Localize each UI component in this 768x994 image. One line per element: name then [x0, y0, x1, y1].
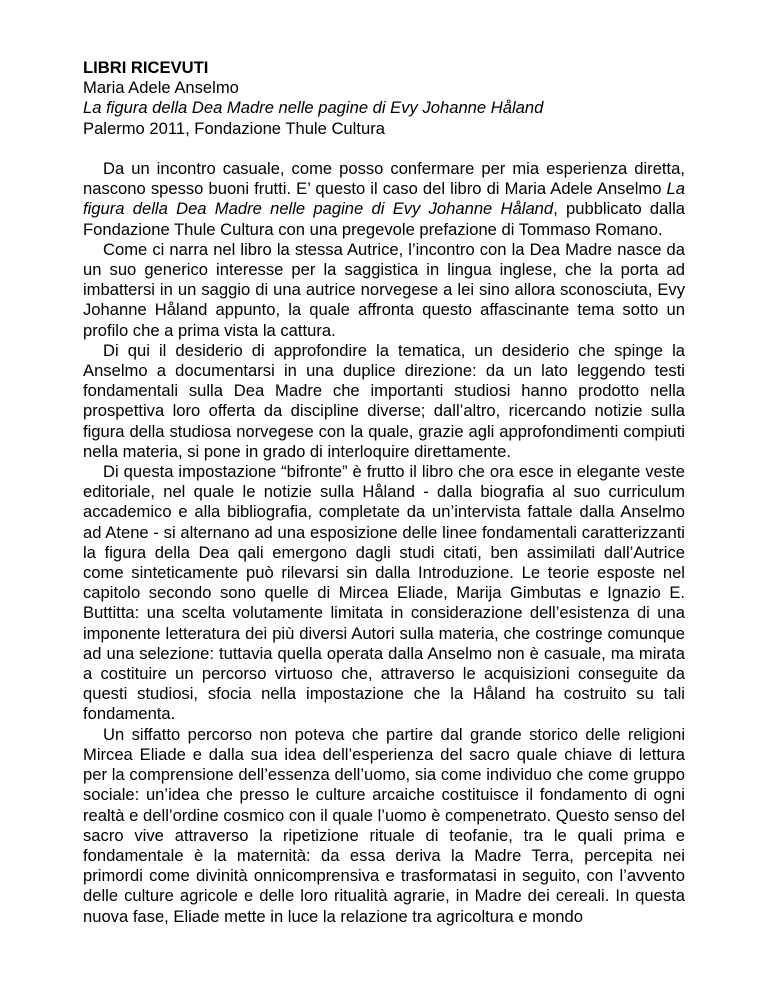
section-label: LIBRI RICEVUTI — [83, 58, 209, 77]
paragraph-2: Come ci narra nel libro la stessa Autrice, l’incontro con la Dea Madre nasce da un suo generico interesse per la saggistica in lingua inglese, che la porta ad imbattersi in un saggio di una autrice norvegese a lei sino allora sconosciuta, Evy Johanne Håland appunto, la quale affronta questo affascinante tema sotto un profilo che a prima vista la cattura. — [83, 239, 685, 340]
paragraph-4: Di questa impostazione “bifronte” è frutto il libro che ora esce in elegante veste editoriale, nel quale le notizie sulla Håland - dalla biografia al suo curriculum accademico e alla bibliografia, completate da un’intervista fattale dalla Anselmo ad Atene - si alternano ad una esposizione delle linee fondamentali caratterizzanti la figura della Dea qali emergono dagli studi citati, ben assimilati dall’Autrice come sinteticamente può rilevarsi sin dalla Introduzione. Le teorie esposte nel capitolo secondo sono quelle di Mircea Eliade, Marija Gimbutas e Ignazio E. Buttitta: una scelta volutamente limitata in considerazione dell’esistenza di una imponente letteratura dei più diversi Autori sulla materia, che costringe comunque ad una selezione: tuttavia quella operata dalla Anselmo non è casuale, ma mirata a costituire un percorso virtuoso che, attraverso le acquisizioni conseguite da questi studiosi, sfocia nella impostazione che la Håland ha costruito su tali fondamenta. — [83, 462, 685, 724]
book-title: La figura della Dea Madre nelle pagine di Evy Johanne Håland — [83, 98, 544, 118]
publication-info: Palermo 2011, Fondazione Thule Cultura — [83, 118, 385, 138]
header-spacer — [83, 139, 685, 159]
paragraph-1-text-b: , pubblicato dalla Fondazione Thule Cultura con una pregevole prefazione di Tommaso Romano. — [83, 199, 685, 239]
document-page — [83, 58, 685, 927]
book-author: Maria Adele Anselmo — [83, 78, 239, 98]
paragraph-1-text-a: Da un incontro casuale, come posso confermare per mia esperienza diretta, nascono spesso buoni frutti. E’ questo il caso del libro di Maria Adele Anselmo — [83, 159, 685, 199]
paragraph-3: Di qui il desiderio di approfondire la tematica, un desiderio che spinge la Anselmo a documentarsi in una duplice direzione: da un lato leggendo testi fondamentali sulla Dea Madre che importanti studiosi hanno prodotto nella prospettiva loro offerta da discipline diverse; dall’altro, ricercando notizie sulla figura della studiosa norvegese con la quale, grazie agli approfondimenti compiuti nella materia, si pone in grado di interloquire direttamente. — [83, 340, 685, 461]
paragraph-1-book-title: La figura della Dea Madre nelle pagine di Evy Johanne Håland — [83, 179, 685, 219]
paragraph-1 — [83, 159, 685, 240]
paragraph-5: Un siffatto percorso non poteva che partire dal grande storico delle religioni Mircea Eliade e dalla sua idea dell’esperienza del sacro quale chiave di lettura per la comprensione dell’essenza dell’uomo, sia come individuo che come gruppo sociale: un’idea che presso le culture arcaiche costituisce il fondamento di ogni realtà e dell’ordine cosmico con il quale l’uomo è compenetrato. Questo senso del sacro vive attraverso la ripetizione rituale di teofanie, tra le quali prima e fondamentale è la maternità: da essa deriva la Madre Terra, percepita nei primordi come divinità onnicomprensiva e trasformatasi in seguito, con l’avvento delle culture agricole e delle loro ritualità agrarie, in Madre dei cereali. In questa nuova fase, Eliade mette in luce la relazione tra agricoltura e mondo — [83, 724, 685, 926]
